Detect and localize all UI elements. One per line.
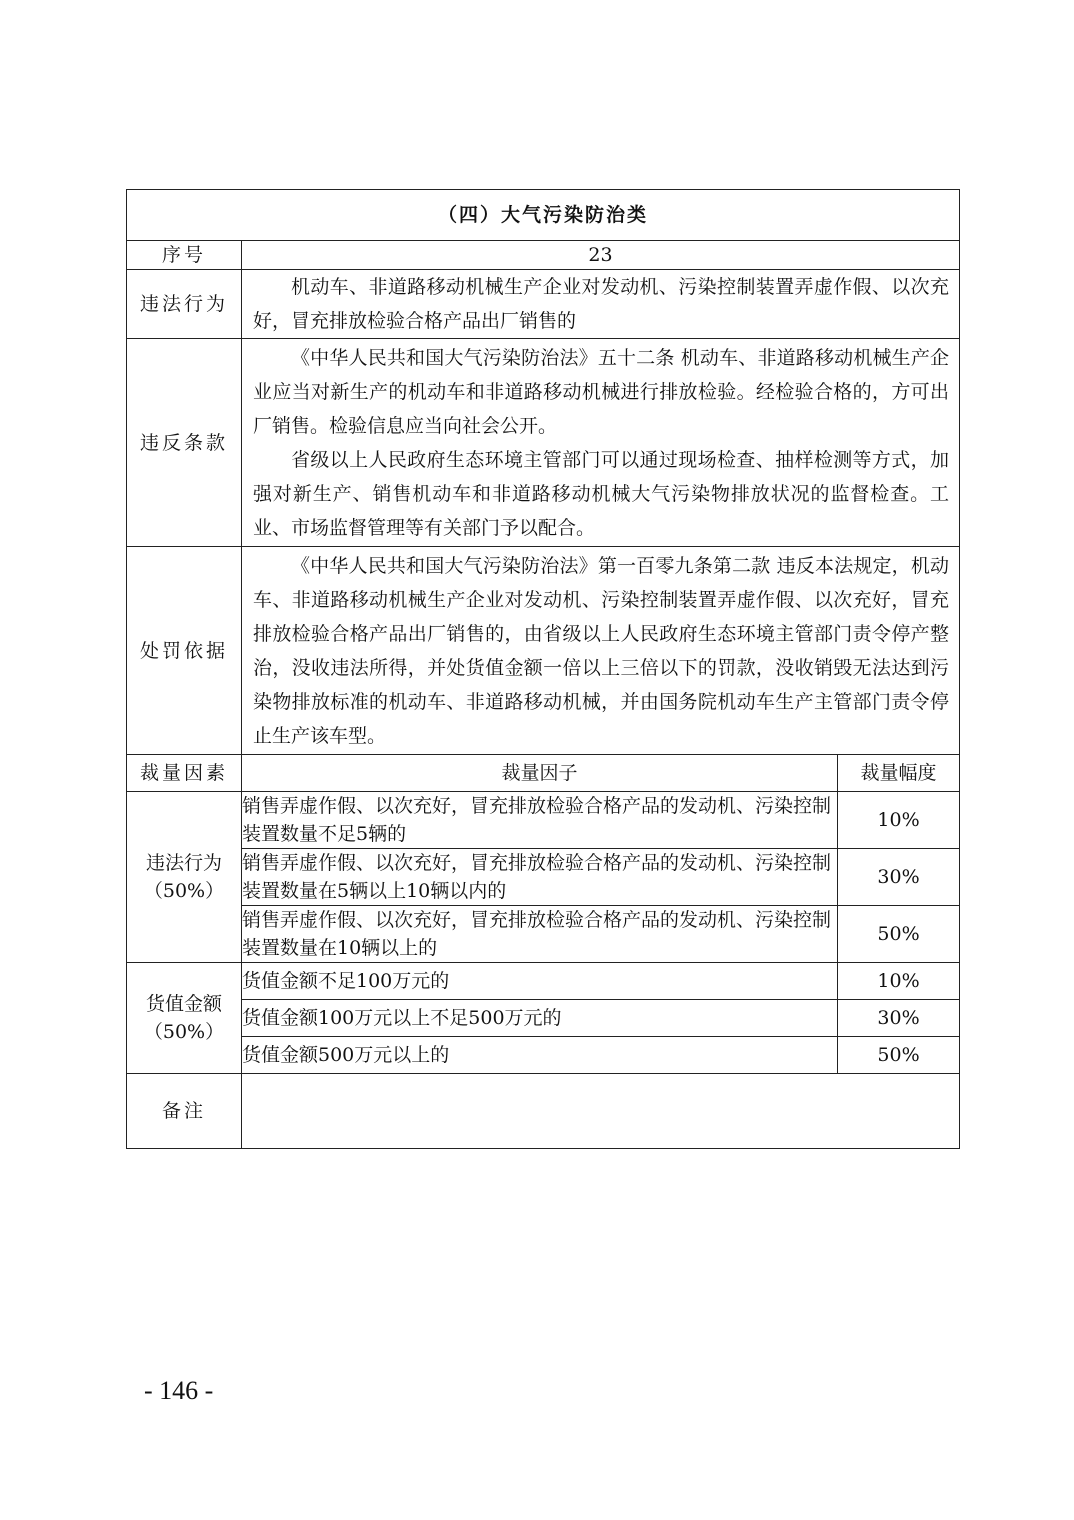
penalty-basis-row [127,547,960,755]
factor-range: 10% [838,963,960,1000]
violated-clause-cell [242,339,960,547]
violation-text: 机动车、非道路移动机械生产企业对发动机、污染控制装置弄虚作假、以次充好，冒充排放检验合格产品出厂销售的 [253,276,950,332]
factor-range: 50% [838,906,960,963]
table-row [127,906,960,963]
page-number: - 146 - [144,1376,214,1405]
violated-clause-label: 违反条款 [127,339,242,547]
table-row [127,963,960,1000]
serial-row [127,241,960,270]
table-row [127,1000,960,1037]
section-title: （四）大气污染防治类 [127,190,960,241]
factor-range: 50% [838,1037,960,1074]
serial-value: 23 [242,241,960,270]
penalty-basis-label: 处罚依据 [127,547,242,755]
violation-row [127,270,960,339]
table-row [127,849,960,906]
discretion-header-row [127,755,960,792]
factor-range: 10% [838,792,960,849]
factor-item: 货值金额不足100万元的 [242,963,838,1000]
violated-clause-row [127,339,960,547]
factor-item: 销售弄虚作假、以次充好，冒充排放检验合格产品的发动机、污染控制装置数量在10辆以上的 [242,906,838,963]
violated-clause-paragraph: 《中华人民共和国大气污染防治法》五十二条 机动车、非道路移动机械生产企业应当对新生产的机动车和非道路移动机械进行排放检验。经检验合格的，方可出厂销售。检验信息应当向社会公开。 [253,346,950,437]
factor-range: 30% [838,849,960,906]
table-row [127,1037,960,1074]
factor-item: 销售弄虚作假、以次充好，冒充排放检验合格产品的发动机、污染控制装置数量不足5辆的 [242,792,838,849]
discretion-range-header: 裁量幅度 [838,755,960,792]
penalty-discretion-table [126,189,960,1149]
violated-clause-paragraph: 省级以上人民政府生态环境主管部门可以通过现场检查、抽样检测等方式，加强对新生产、销售机动车和非道路移动机械大气污染物排放状况的监督检查。工业、市场监督管理等有关部门予以配合。 [253,448,950,539]
factor-item: 销售弄虚作假、以次充好，冒充排放检验合格产品的发动机、污染控制装置数量在5辆以上10辆以内的 [242,849,838,906]
factor-group-cell [127,792,242,963]
remarks-row [127,1074,960,1149]
remarks-label: 备注 [127,1074,242,1149]
factor-group-label: 违法行为 [145,852,222,874]
title-row [127,190,960,241]
factor-group-label: 货值金额 [145,993,222,1015]
serial-label: 序号 [127,241,242,270]
factor-group-weight: （50%） [143,880,225,902]
factor-item: 货值金额100万元以上不足500万元的 [242,1000,838,1037]
discretion-factor-header: 裁量因素 [127,755,242,792]
penalty-basis-text: 《中华人民共和国大气污染防治法》第一百零九条第二款 违反本法规定，机动车、非道路移动机械生产企业对发动机、污染控制装置弄虚作假、以次充好，冒充排放检验合格产品出厂销售的，由省级以上人民政府生态环境主管部门责令停产整治，没收违法所得，并处货值金额一倍以上三倍以下的罚款，没收销毁无法达到污染物排放标准的机动车、非道路移动机械，并由国务院机动车生产主管部门责令停止生产该车型。 [253,554,950,747]
penalty-basis-cell [242,547,960,755]
remarks-value [242,1074,960,1149]
factor-group-cell [127,963,242,1074]
table-row [127,792,960,849]
factor-item: 货值金额500万元以上的 [242,1037,838,1074]
violation-label: 违法行为 [127,270,242,339]
violation-cell [242,270,960,339]
factor-group-weight: （50%） [143,1021,225,1043]
factor-range: 30% [838,1000,960,1037]
discretion-item-header: 裁量因子 [242,755,838,792]
